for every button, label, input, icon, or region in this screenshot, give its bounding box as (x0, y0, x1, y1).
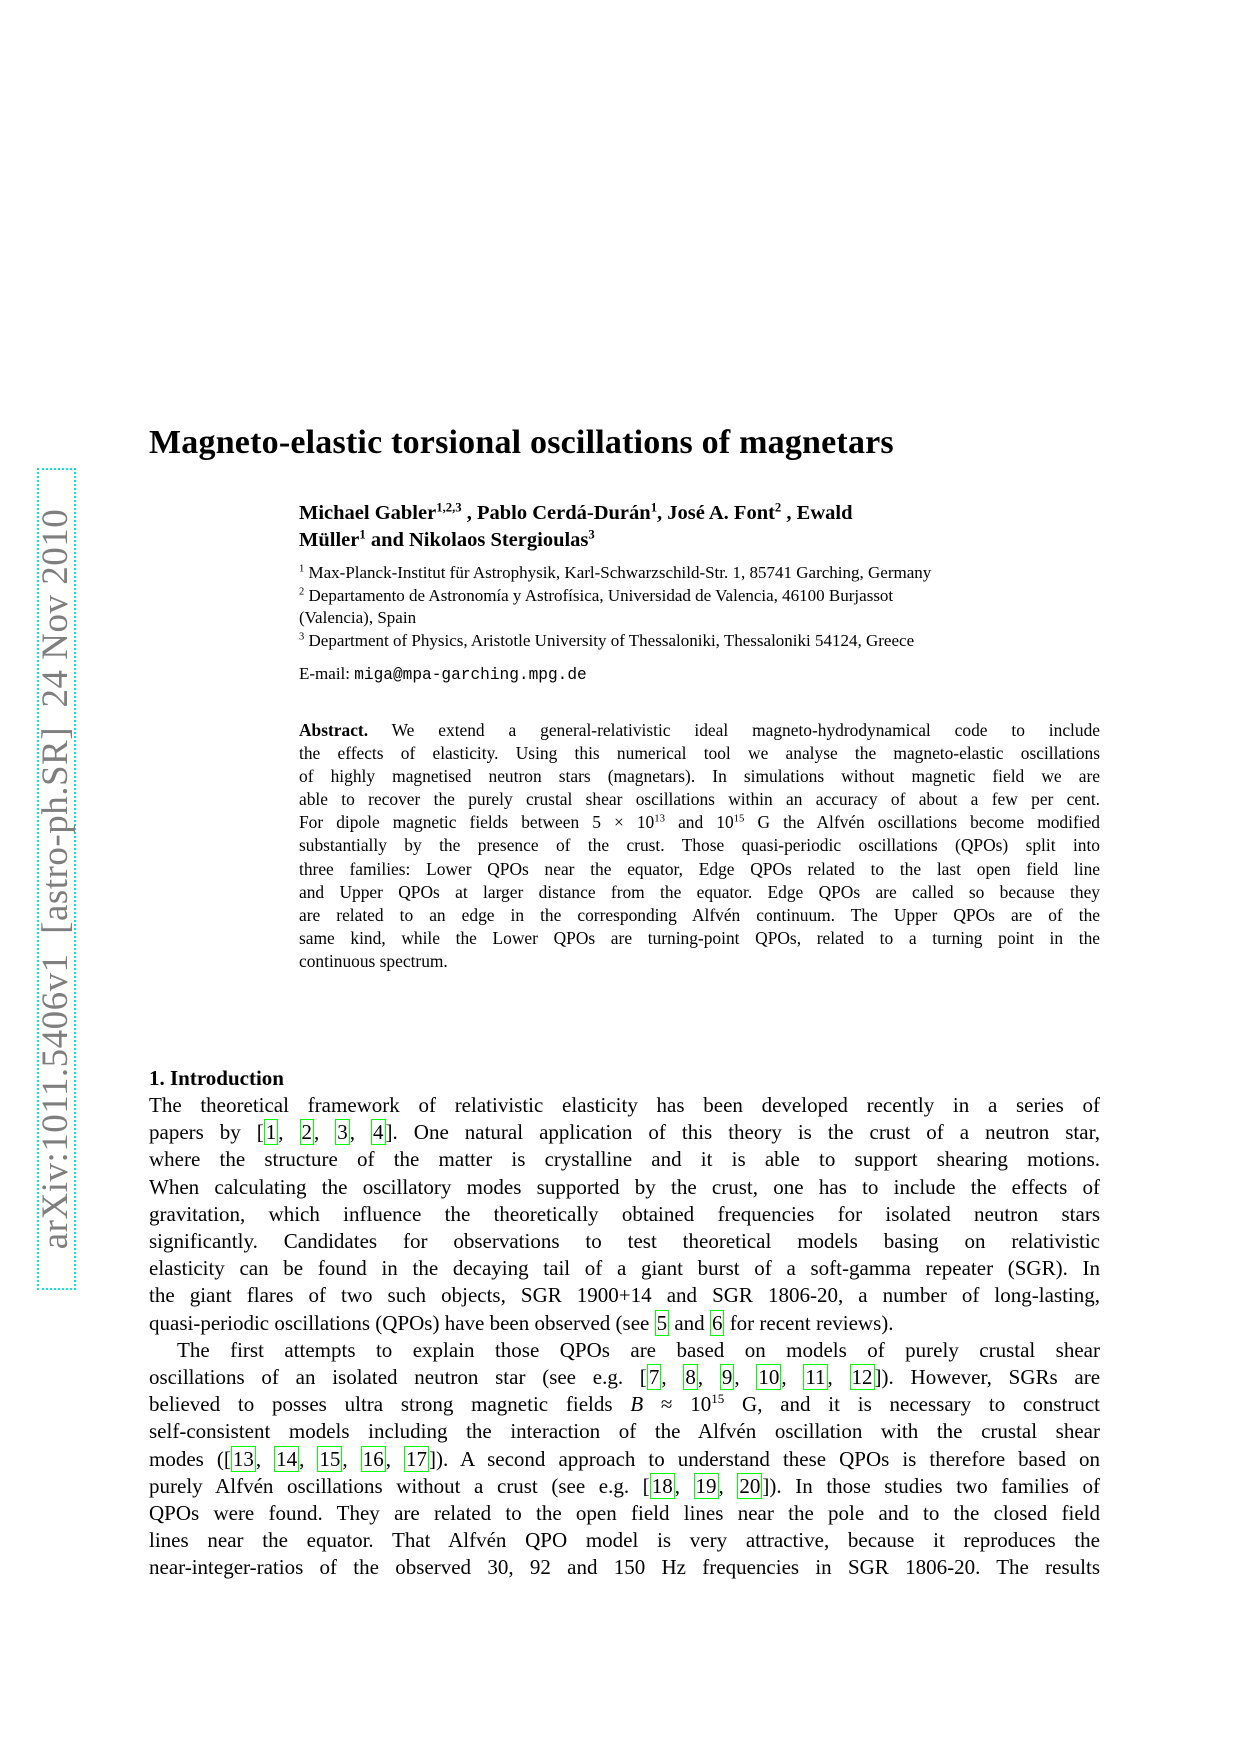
text-run: , (299, 1446, 318, 1471)
text-run: self-consistent models including the interaction of the Alfvén oscillation with the crustal shear (149, 1419, 1100, 1444)
introduction-body (149, 1092, 1100, 1582)
superscript: 1,2,3 (436, 500, 462, 515)
superscript: 15 (711, 1391, 725, 1407)
text-run: QPOs were found. They are related to the open field lines near the pole and to the closed field (149, 1501, 1100, 1526)
text-run: ]). However, SGRs are (874, 1365, 1101, 1390)
citation-link[interactable]: 6 (711, 1310, 723, 1335)
text-run: continuous spectrum. (299, 950, 448, 971)
citation-link[interactable]: 11 (805, 1365, 826, 1390)
text-line (299, 664, 587, 684)
text-line (149, 1337, 1100, 1364)
superscript: 13 (654, 812, 666, 825)
text-run: , (781, 1365, 804, 1390)
text-line (149, 1527, 1100, 1554)
text-line (149, 1418, 1100, 1445)
citation-link[interactable]: 1 (265, 1120, 277, 1145)
text-run: , Ewald (781, 502, 853, 524)
citation-link[interactable]: 10 (758, 1365, 780, 1390)
text-run: of highly magnetised neutron stars (magnetars). In simulations without magnetic field we are (299, 766, 1100, 787)
text-run: Michael Gabler (299, 502, 437, 524)
text-run: G the Alfvén oscillations become modified (744, 812, 1100, 833)
text-run: papers by [ (149, 1120, 264, 1145)
text-line (149, 1146, 1100, 1173)
text-run: For dipole magnetic fields between 5 × 10 (299, 812, 655, 833)
citation-link[interactable]: 3 (337, 1120, 348, 1145)
text-line (149, 1255, 1100, 1282)
superscript: 1 (359, 527, 366, 542)
citation-link[interactable]: 5 (656, 1310, 668, 1335)
text-run: ≈ 10 (643, 1392, 712, 1417)
citation-link[interactable]: 20 (739, 1473, 761, 1498)
citation-link[interactable]: 18 (651, 1473, 673, 1498)
text-line (299, 811, 1100, 834)
text-run: E-mail: (299, 664, 355, 683)
text-run: (Valencia), Spain (299, 608, 417, 628)
text-run: quasi-periodic oscillations (QPOs) have been observed (see (149, 1310, 655, 1335)
text-line (149, 1282, 1100, 1309)
text-line (149, 1364, 1100, 1391)
citation-link[interactable]: 8 (685, 1365, 696, 1390)
superscript: 1 (299, 563, 305, 575)
text-run: significantly. Candidates for observations to test theoretical models basing on relativistic (149, 1229, 1100, 1254)
text-run: substantially by the presence of the crust. Those quasi-periodic oscillations (QPOs) split into (299, 835, 1100, 856)
text-run: and (669, 1310, 710, 1335)
text-line (149, 1500, 1100, 1527)
text-run: ]. One natural application of this theory is the crust of a neutron star, (385, 1120, 1100, 1145)
text-line (299, 500, 1079, 527)
text-line (299, 950, 1100, 973)
text-line (299, 858, 1100, 881)
superscript: 1 (650, 500, 658, 515)
text-run: for recent reviews). (724, 1310, 894, 1335)
affiliations (299, 562, 1099, 652)
text-run: lines near the equator. That Alfvén QPO model is very attractive, because it reproduces the (149, 1528, 1100, 1553)
citation-link[interactable]: 17 (405, 1446, 427, 1471)
text-run: elasticity can be found in the decaying tail of a giant burst of a soft-gamma repeater (SGR). In (149, 1256, 1100, 1281)
text-run: , (661, 1365, 684, 1390)
citation-link[interactable]: 12 (851, 1365, 873, 1390)
text-run: , (278, 1120, 300, 1145)
text-run: Departamento de Astronomía y Astrofísica, Universidad de Valencia, 46100 Burjassot (304, 585, 894, 605)
text-line (149, 1391, 1100, 1418)
text-line (299, 630, 1099, 653)
text-run: When calculating the oscillatory modes supported by the crust, one has to include the effects of (149, 1174, 1100, 1199)
text-run: and 10 (665, 812, 734, 833)
text-run: same kind, while the Lower QPOs are turning-point QPOs, related to a turning point in the (299, 927, 1100, 948)
citation-link[interactable]: 19 (695, 1473, 717, 1498)
email-link[interactable]: miga@mpa-garching.mpg.de (354, 666, 587, 684)
math-symbol: B (630, 1392, 644, 1417)
text-run: , (827, 1365, 850, 1390)
superscript: 3 (588, 527, 595, 542)
text-run: three families: Lower QPOs near the equator, Edge QPOs related to the last open field line (299, 858, 1100, 879)
text-run: G, and it is necessary to construct (724, 1392, 1101, 1417)
text-run: gravitation, which influence the theoretically obtained frequencies for isolated neutron stars (149, 1201, 1100, 1226)
text-line (299, 562, 1099, 585)
abstract (299, 719, 1100, 973)
text-line (299, 585, 1099, 608)
text-run: We extend a general-relativistic ideal magneto-hydrodynamical code to include (368, 720, 1100, 740)
contact-email (299, 664, 587, 684)
abstract-label: Abstract. (299, 720, 369, 740)
text-run: ]). In those studies two families of (762, 1473, 1101, 1498)
citation-link[interactable]: 13 (232, 1446, 254, 1471)
text-run: and Upper QPOs at larger distance from the equator. Edge QPOs are called so because they (299, 881, 1100, 902)
superscript: 3 (299, 631, 305, 643)
citation-link[interactable]: 4 (373, 1120, 384, 1145)
arxiv-identifier-stamp: arXiv:1011.5406v1 [astro-ph.SR] 24 Nov 2010 (35, 508, 76, 1250)
text-run: the effects of elasticity. Using this numerical tool we analyse the magneto-elastic oscillations (299, 743, 1100, 764)
text-line (299, 927, 1100, 950)
text-run: are related to an edge in the corresponding Alfvén continuum. The Upper QPOs are of the (299, 904, 1100, 925)
text-run: , (674, 1473, 694, 1498)
text-line (149, 1228, 1100, 1255)
superscript: 2 (299, 586, 305, 598)
text-run: believed to posses ultra strong magnetic fields (149, 1392, 631, 1417)
citation-link[interactable]: 2 (301, 1120, 313, 1145)
text-line (299, 881, 1100, 904)
superscript: 15 (733, 812, 745, 825)
text-run: modes ([ (149, 1446, 231, 1471)
text-line (149, 1310, 1100, 1337)
section-heading-introduction: 1. Introduction (149, 1066, 284, 1090)
text-run: oscillations of an isolated neutron star (see e.g. [ (149, 1365, 647, 1390)
text-line (149, 1201, 1100, 1228)
text-run: , (342, 1446, 361, 1471)
citation-link[interactable]: 14 (276, 1446, 298, 1471)
text-run: , José A. Font (657, 502, 775, 524)
citation-link[interactable]: 15 (319, 1446, 341, 1471)
text-run: The theoretical framework of relativistic elasticity has been developed recently in a series of (149, 1093, 1100, 1117)
text-run: , (385, 1446, 404, 1471)
text-run: Müller (299, 529, 360, 551)
text-run: , (314, 1120, 336, 1145)
text-line (149, 1092, 1100, 1119)
text-run: able to recover the purely crustal shear oscillations within an accuracy of about a few per cent. (299, 789, 1100, 810)
text-line (299, 788, 1100, 811)
text-run: near-integer-ratios of the observed 30, 92 and 150 Hz frequencies in SGR 1806-20. The results (149, 1555, 1100, 1580)
citation-link[interactable]: 7 (648, 1365, 660, 1390)
text-line (299, 742, 1100, 765)
text-line (149, 1554, 1100, 1581)
text-line (299, 904, 1100, 927)
text-run: Department of Physics, Aristotle University of Thessaloniki, Thessaloniki 54124, Greece (304, 630, 915, 650)
text-run: the giant flares of two such objects, SGR 1900+14 and SGR 1806-20, a number of long-lasting, (149, 1283, 1100, 1308)
text-run: , (718, 1473, 738, 1498)
text-run: The first attempts to explain those QPOs are based on models of purely crustal shear (177, 1337, 1100, 1362)
author-list (299, 500, 1079, 554)
text-run: , Pablo Cerdá-Durán (461, 502, 651, 524)
text-line (149, 1174, 1100, 1201)
text-run: and Nikolaos Stergioulas (365, 529, 589, 551)
text-run: Max-Planck-Institut für Astrophysik, Karl-Schwarzschild-Str. 1, 85741 Garching, Germany (304, 563, 932, 582)
text-run: , (697, 1365, 720, 1390)
text-line (149, 1446, 1100, 1473)
text-run: ]). A second approach to understand these QPOs is therefore based on (428, 1446, 1101, 1471)
text-run: purely Alfvén oscillations without a crust (see e.g. [ (149, 1473, 650, 1498)
citation-link[interactable]: 9 (721, 1365, 733, 1390)
text-run: , (349, 1120, 372, 1145)
text-line (149, 1473, 1100, 1500)
text-line (299, 834, 1100, 857)
text-line (299, 607, 1099, 630)
text-line (299, 765, 1100, 788)
text-run: , (734, 1365, 757, 1390)
text-line (299, 719, 1100, 742)
text-line (149, 1119, 1100, 1146)
text-line (299, 527, 1079, 554)
superscript: 2 (774, 500, 782, 515)
paper-title: Magneto-elastic torsional oscillations of magnetars (149, 424, 894, 461)
text-run: , (255, 1446, 275, 1471)
citation-link[interactable]: 16 (362, 1446, 384, 1471)
text-run: where the structure of the matter is crystalline and it is able to support shearing motions. (149, 1147, 1100, 1172)
